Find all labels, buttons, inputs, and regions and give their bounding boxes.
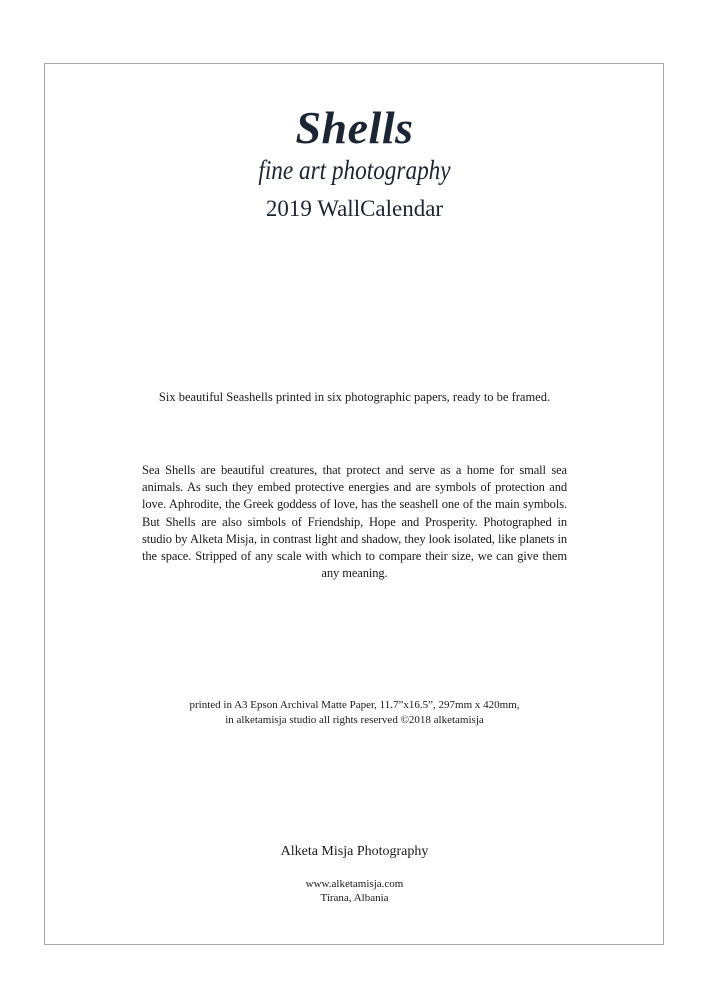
print-info-line-2: in alketamisja studio all rights reserved ©2018 alketamisja [225, 714, 484, 726]
location-text: Tirana, Albania [320, 892, 389, 904]
description-paragraph: Sea Shells are beautiful creatures, that protect and serve as a home for small sea animals. As such they embed protective energies and are symbols of protection and love. Aphrodite, the Greek goddess of love, has the seashell one of the main symbols. But Shells are also simbols of Friendship, Hope and Prosperity. Photographed in studio by Alketa Misja, in contrast light and shadow, they look isolated, like planets in the space. Stripped of any scale with which to compare their size, we can give them any meaning. [142, 463, 567, 581]
intro-text: Six beautiful Seashells printed in six photographic papers, ready to be framed. [158, 390, 551, 404]
page-title: Shells [295, 102, 414, 153]
website-link[interactable]: www.alketamisja.com [305, 878, 404, 890]
print-info [0, 698, 709, 728]
studio-name: Alketa Misja Photography [280, 844, 429, 859]
calendar-year-label: 2019 WallCalendar [265, 196, 444, 221]
contact-info [0, 877, 709, 905]
print-info-line-1: printed in A3 Epson Archival Matte Paper, 11.7”x16.5”, 297mm x 420mm, [189, 699, 520, 711]
page-subtitle: fine art photography [258, 155, 451, 185]
